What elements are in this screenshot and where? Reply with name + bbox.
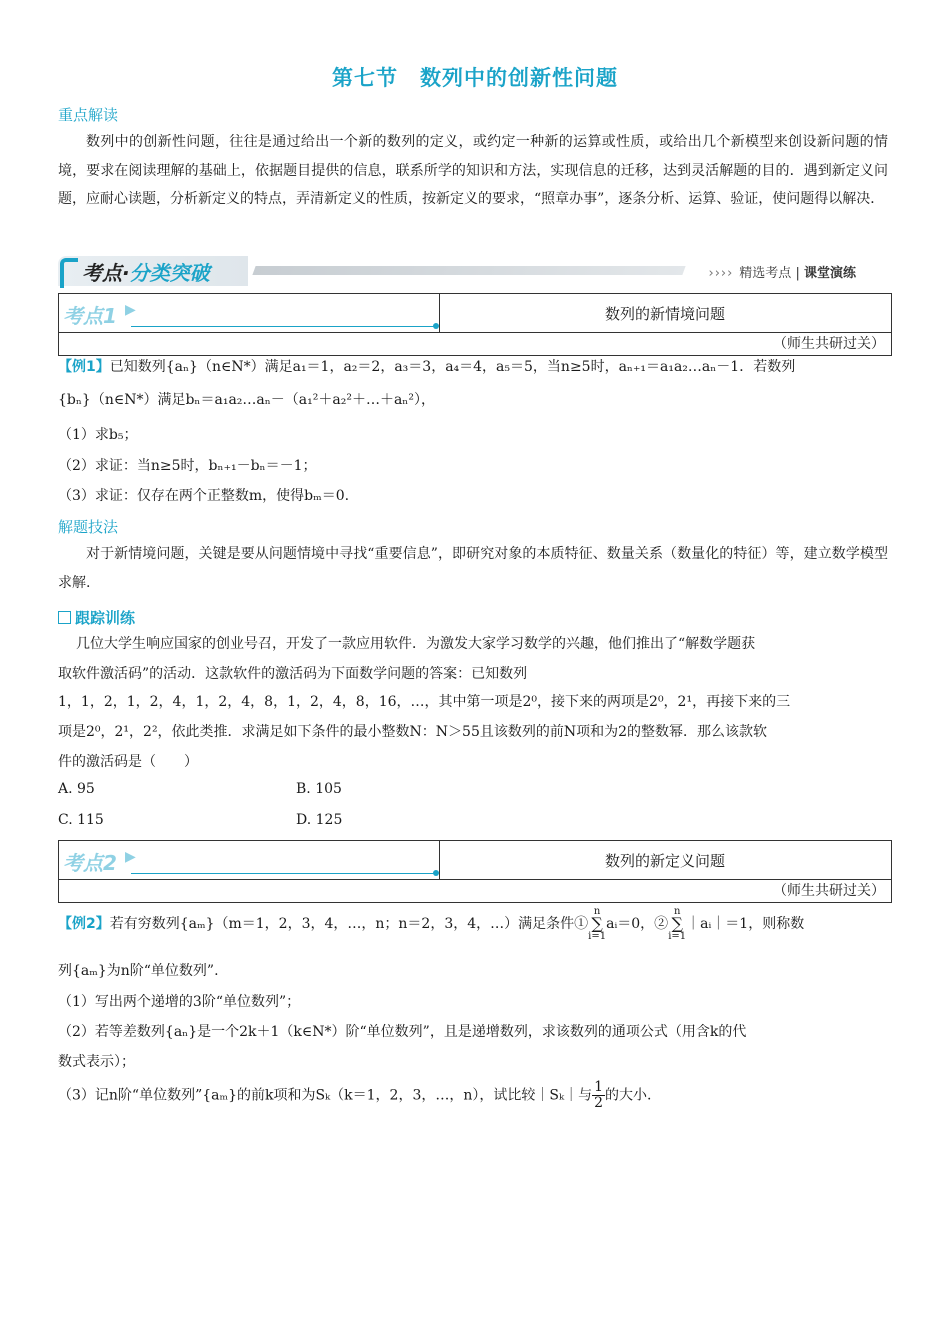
summation-1-sign: ∑ <box>591 914 603 933</box>
example-1-q1: （1）求b₅； <box>58 427 138 443</box>
triangle-right-icon: ▶ <box>125 849 136 865</box>
summation-2-sign: ∑ <box>671 914 683 933</box>
banner-sep: | <box>795 266 800 281</box>
kaodian-2-note: （师生共研过关） <box>58 879 892 903</box>
example-2-line-1 <box>58 906 898 942</box>
track-line-1: 几位大学生响应国家的创业号召，开发了一款应用软件．为激发大家学习数学的兴趣，他们推出了“解数学题获 <box>76 636 756 652</box>
fraction-denominator: 2 <box>594 1095 604 1111</box>
example-1-line-2: {bₙ}（n∈N*）满足bₙ＝a₁a₂…aₙ－（a₁²＋a₂²＋…＋aₙ²）， <box>58 392 435 408</box>
method-heading: 解题技法 <box>58 518 119 536</box>
banner-bar <box>252 266 685 275</box>
kaodian-1-note: （师生共研过关） <box>58 332 892 356</box>
kaodian-2 <box>58 840 892 903</box>
example-1-q2: （2）求证：当n≥5时，bₙ₊₁－bₙ＝－1； <box>58 458 317 474</box>
kaodian-1-label: 考点1 <box>63 304 117 328</box>
fraction-numerator: 1 <box>594 1079 604 1095</box>
track-line-5: 件的激活码是（ ） <box>58 754 198 770</box>
kaodian-1-left <box>59 294 440 332</box>
option-a: A. 95 <box>58 781 95 797</box>
banner-accent-icon <box>60 258 78 288</box>
option-b: B. 105 <box>296 781 342 797</box>
section-banner <box>58 256 892 286</box>
kaodian-1 <box>58 293 892 356</box>
option-c: C. 115 <box>58 812 104 828</box>
example-2-line-2: 列{aₘ}为n阶“单位数列”. <box>58 963 219 979</box>
track-heading: 跟踪训练 <box>75 609 136 627</box>
example-1-tag: 【例1】 <box>58 359 110 375</box>
focus-text: 数列中的创新性问题，往往是通过给出一个新的数列的定义，或约定一种新的运算或性质，或给出几个新模型来创设新问题的情境，要求在阅读理解的基础上，依据题目提供的信息，联系所学的知识和方法，实现信息的迁移，达到灵活解题的目的．遇到新定义问题，应耐心读题，分析新定义的特点，弄清新定义的性质，按新定义的要求，“照章办事”，逐条分析、运算、验证，使问题得以解决． <box>58 134 888 207</box>
kaodian-2-title: 数列的新定义问题 <box>604 852 725 870</box>
method-text: 对于新情境问题，关键是要从问题情境中寻找“重要信息”，即研究对象的本质特征、数量关系（数量化的特征）等，建立数学模型求解. <box>58 546 888 591</box>
fraction-one-half <box>592 1080 605 1111</box>
banner-right-a: 精选考点 <box>739 266 792 281</box>
kaodian-1-title: 数列的新情境问题 <box>604 305 725 323</box>
kaodian-2-underline <box>131 873 435 874</box>
banner-right-b: 课堂演练 <box>803 266 856 281</box>
example-2-text-1c: ｜aᵢ｜＝1，则称数 <box>686 916 805 932</box>
example-2-text-1a: 若有穷数列{aₘ}（m＝1，2，3，4，…，n；n＝2，3，4，…）满足条件① <box>109 916 589 932</box>
summation-1 <box>588 906 606 942</box>
triangle-right-icon: ▶ <box>125 302 136 318</box>
banner-right <box>709 262 857 281</box>
summation-1-bottom: i=1 <box>588 931 607 942</box>
track-heading-wrap <box>58 607 135 628</box>
focus-paragraph <box>58 128 888 214</box>
method-paragraph <box>58 540 888 597</box>
example-1-text-1: 已知数列{aₙ}（n∈N*）满足a₁＝1，a₂＝2，a₃＝3，a₄＝4，a₅＝5，当n≥5时，aₙ₊₁＝a₁a₂…aₙ－1．若数列 <box>109 359 796 375</box>
example-2-q2a: （2）若等差数列{aₙ}是一个2k＋1（k∈N*）阶“单位数列”，且是递增数列，求该数列的通项公式（用含k的代 <box>58 1024 747 1040</box>
banner-title-a: 考点· <box>82 261 130 285</box>
kaodian-1-underline <box>131 326 435 327</box>
summation-2-top: n <box>673 906 681 917</box>
example-1-q3: （3）求证：仅存在两个正整数m，使得bₘ＝0. <box>58 488 350 504</box>
page-title: 第七节 数列中的创新性问题 <box>332 66 618 90</box>
example-2-q2b: 数式表示）； <box>58 1054 135 1070</box>
kaodian-1-header <box>58 293 892 332</box>
option-d: D. 125 <box>296 812 343 828</box>
banner-arrows-icon: ›››› <box>708 266 734 281</box>
summation-2-bottom: i=1 <box>668 931 687 942</box>
example-2-text-1b: aᵢ＝0，② <box>606 916 669 932</box>
example-2-q3 <box>58 1080 898 1111</box>
track-line-3: 1，1，2，1，2，4，1，2，4，8，1，2，4，8，16，…，其中第一项是2⁰，接下来的两项是2⁰，2¹，再接下来的三 <box>58 694 791 710</box>
example-2-tag: 【例2】 <box>58 916 110 932</box>
track-line-4: 项是2⁰，2¹，2²，依此类推．求满足如下条件的最小整数N：N＞55且该数列的前N项和为2的整数幂．那么该款软 <box>58 724 768 740</box>
banner-title <box>82 257 210 286</box>
example-2-q3a: （3）记n阶“单位数列”{aₘ}的前k项和为Sₖ（k＝1，2，3，…，n），试比较｜Sₖ｜与 <box>58 1087 593 1104</box>
summation-1-top: n <box>593 906 601 917</box>
banner-title-b: 分类突破 <box>129 261 210 285</box>
example-2-q3b: 的大小. <box>605 1087 652 1104</box>
kaodian-2-left <box>59 841 440 879</box>
kaodian-2-header <box>58 840 892 879</box>
track-line-2: 取软件激活码”的活动．这款软件的激活码为下面数学问题的答案：已知数列 <box>58 666 528 682</box>
focus-heading: 重点解读 <box>58 106 119 124</box>
checkbox-icon <box>58 611 71 624</box>
summation-2 <box>668 906 686 942</box>
kaodian-2-label: 考点2 <box>63 851 117 875</box>
example-1-line-1 <box>58 356 898 376</box>
example-2-q1: （1）写出两个递增的3阶“单位数列”； <box>58 994 301 1010</box>
